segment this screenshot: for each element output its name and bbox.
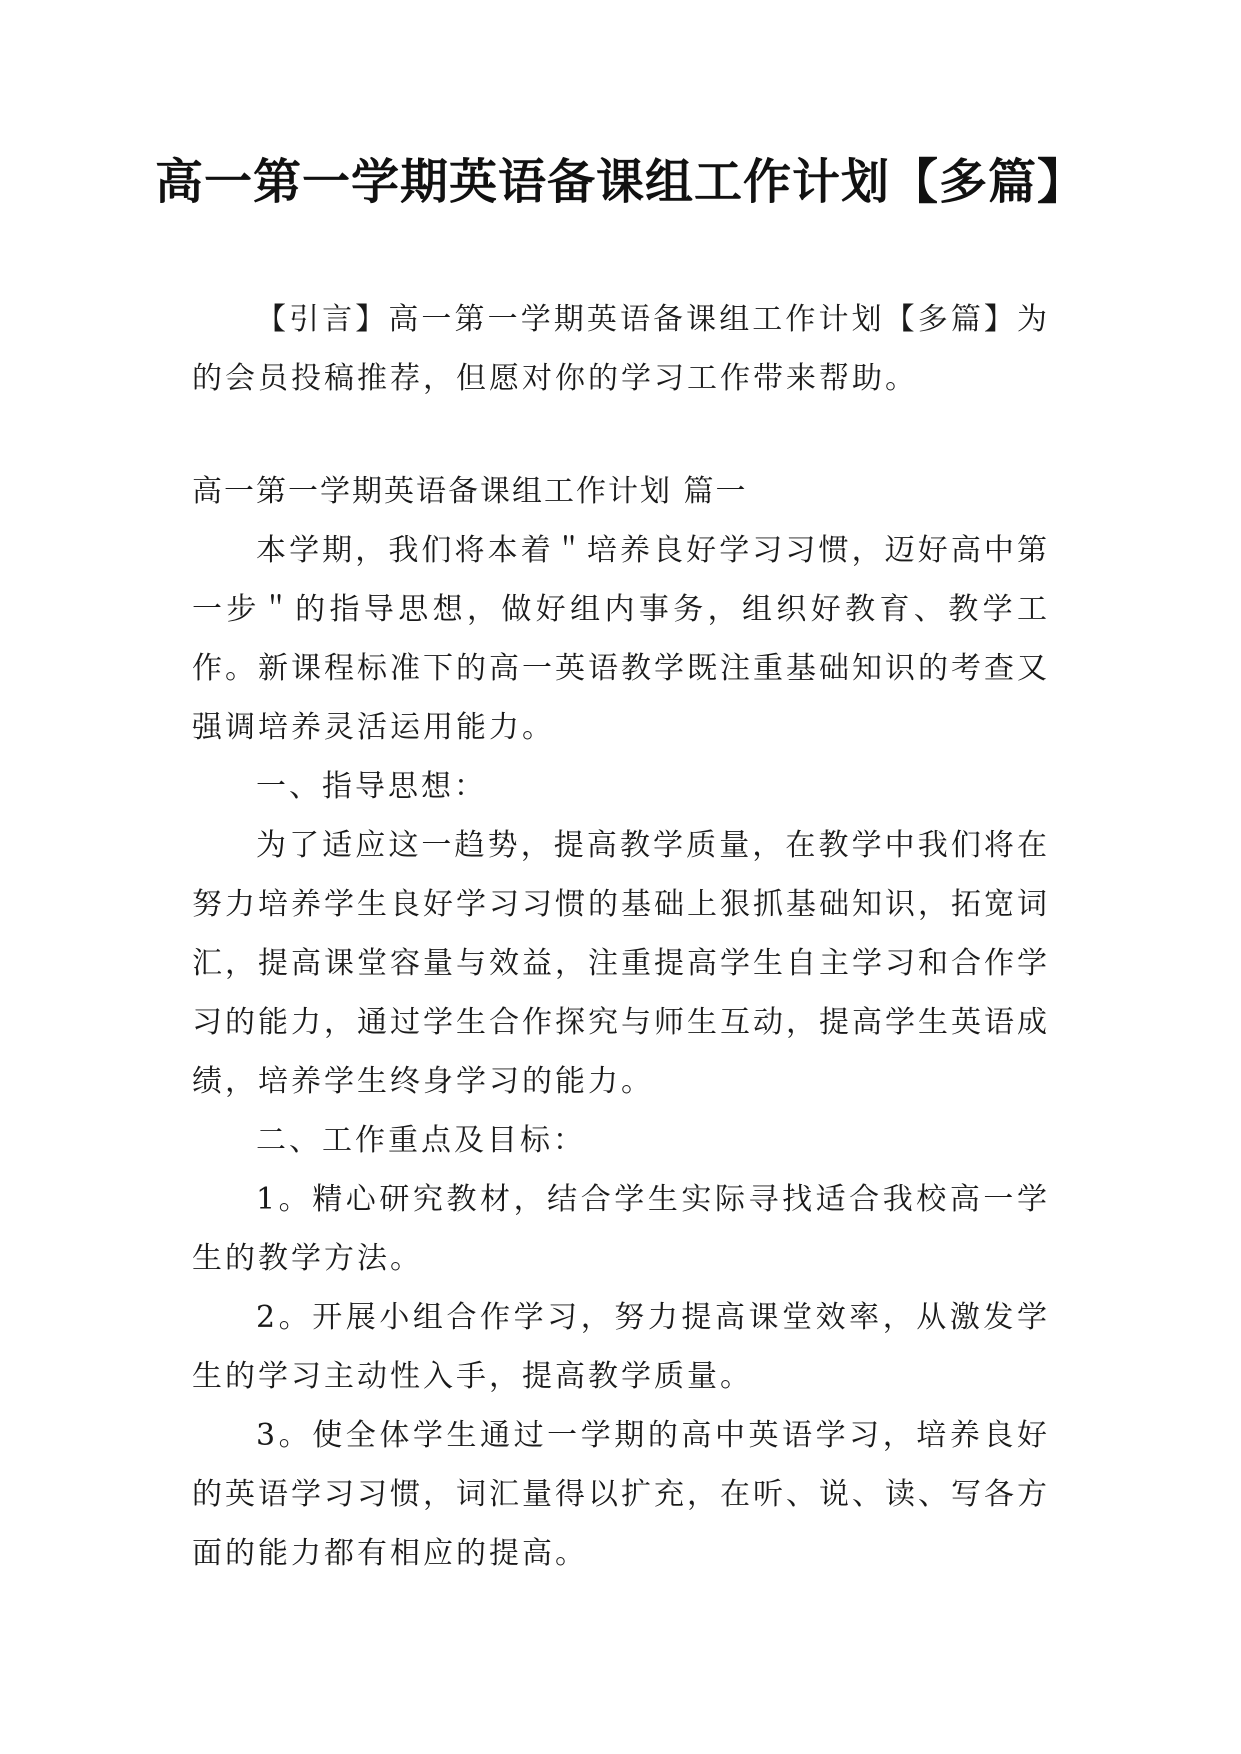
section-heading: 高一第一学期英语备课组工作计划 篇一 [192,474,748,509]
intro-paragraph: 【引言】高一第一学期英语备课组工作计划【多篇】为的会员投稿推荐，但愿对你的学习工作带来帮助。 [192,302,1050,396]
paragraph-opening: 本学期，我们将本着＂培养良好学习习惯，迈好高中第一步＂的指导思想，做好组内事务，组织好教育、教学工作。新课程标准下的高一英语教学既注重基础知识的考查又强调培养灵活运用能力。 [192,533,1050,745]
document-title: 高一第一学期英语备课组工作计划【多篇】 [154,154,1086,210]
heading-guiding-ideas: 一、指导思想： [256,769,487,804]
paragraph-guiding-ideas: 为了适应这一趋势，提高教学质量，在教学中我们将在努力培养学生良好学习习惯的基础上狠抓基础知识，拓宽词汇，提高课堂容量与效益，注重提高学生自主学习和合作学习的能力，通过学生合作探究与师生互动，提高学生英语成绩，培养学生终身学习的能力。 [192,828,1050,1099]
list-item-1: 1。精心研究教材，结合学生实际寻找适合我校高一学生的教学方法。 [192,1182,1050,1276]
list-item-3: 3。使全体学生通过一学期的高中英语学习，培养良好的英语学习习惯，词汇量得以扩充，在听、说、读、写各方面的能力都有相应的提高。 [192,1418,1050,1571]
heading-work-focus: 二、工作重点及目标： [256,1123,586,1158]
list-item-2: 2。开展小组合作学习，努力提高课堂效率，从激发学生的学习主动性入手，提高教学质量。 [192,1300,1050,1394]
